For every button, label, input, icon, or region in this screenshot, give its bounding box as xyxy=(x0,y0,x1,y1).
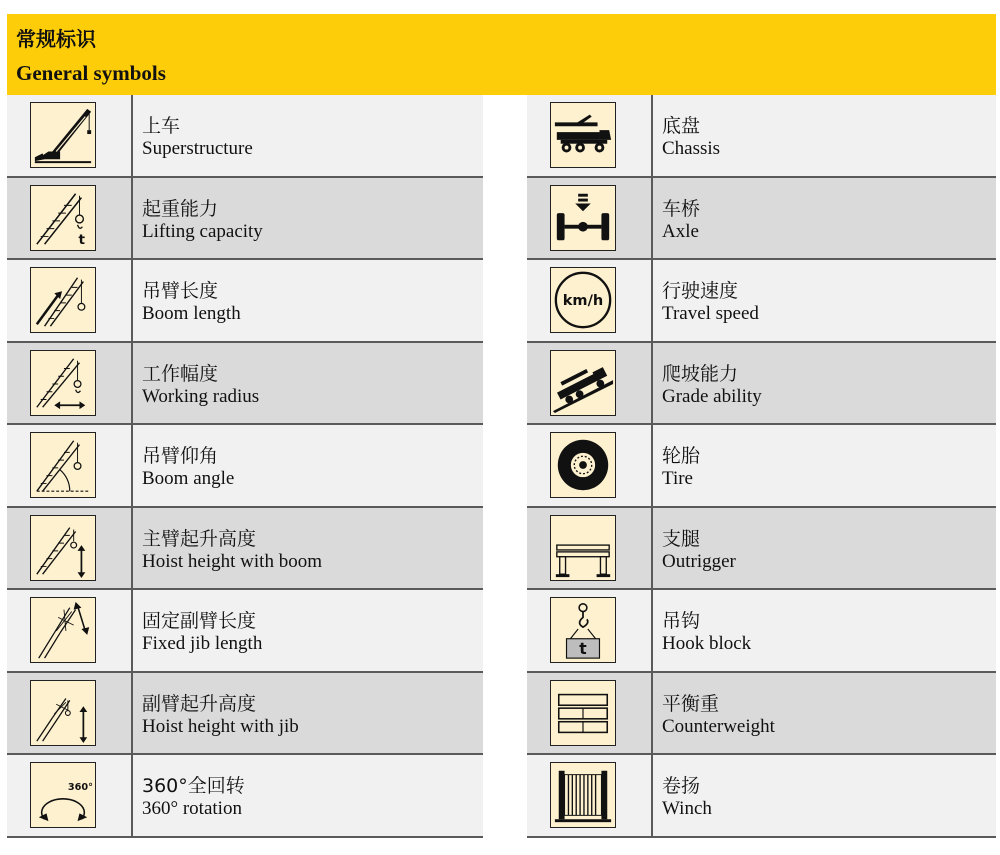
symbol-row xyxy=(527,755,996,838)
symbol-name-en: Travel speed xyxy=(662,303,759,324)
symbol-row xyxy=(7,590,483,673)
symbols-table-right xyxy=(527,95,996,838)
capacity-unit-label: t xyxy=(78,231,85,248)
symbol-name-zh: 底盘 xyxy=(662,115,701,137)
section-header xyxy=(7,14,996,95)
symbol-name-zh: 平衡重 xyxy=(662,692,720,715)
symbol-row xyxy=(7,95,483,178)
symbol-name-en: Fixed jib length xyxy=(142,633,263,654)
boom-angle-icon xyxy=(30,432,96,498)
symbol-name-zh: 副臂起升高度 xyxy=(142,692,257,715)
symbol-name-zh: 行驶速度 xyxy=(662,280,739,302)
rotation-360-icon xyxy=(30,762,96,828)
symbol-row xyxy=(7,260,483,343)
counterweight-icon xyxy=(550,680,616,746)
symbol-name-zh: 吊臂长度 xyxy=(142,280,219,302)
symbol-name-zh: 固定副臂长度 xyxy=(142,610,257,632)
symbol-name-en: 360° rotation xyxy=(142,798,242,819)
travel-speed-icon xyxy=(550,267,616,333)
symbols-table-left xyxy=(7,95,483,838)
symbol-row xyxy=(527,343,996,426)
superstructure-crane-icon xyxy=(30,102,96,168)
symbol-name-zh: 吊钩 xyxy=(662,610,701,632)
axle-icon xyxy=(550,185,616,251)
symbol-row xyxy=(527,673,996,756)
symbol-name-en: Hoist height with jib xyxy=(142,715,299,737)
symbol-name-zh: 吊臂仰角 xyxy=(142,445,219,467)
speed-unit-label: km/h xyxy=(562,292,604,309)
symbol-row xyxy=(7,425,483,508)
boom-length-icon xyxy=(30,267,96,333)
symbol-row xyxy=(7,508,483,591)
hook-weight-label: t xyxy=(579,640,587,659)
symbol-name-zh: 爬坡能力 xyxy=(662,362,739,385)
outrigger-icon xyxy=(550,515,616,581)
symbol-name-zh: 上车 xyxy=(142,115,181,137)
symbol-row xyxy=(527,178,996,261)
symbol-name-zh: 主臂起升高度 xyxy=(142,527,257,550)
hook-block-icon xyxy=(550,597,616,663)
hoist-height-boom-icon xyxy=(30,515,96,581)
symbol-name-zh: 轮胎 xyxy=(662,445,701,467)
rotation-label: 360° xyxy=(67,782,93,794)
symbol-name-en: Winch xyxy=(662,798,712,819)
symbol-name-en: Boom length xyxy=(142,303,241,324)
symbol-row xyxy=(527,425,996,508)
chassis-truck-icon xyxy=(550,102,616,168)
symbol-name-en: Hoist height with boom xyxy=(142,550,322,572)
symbol-name-en: Grade ability xyxy=(662,385,762,407)
symbol-row xyxy=(527,590,996,673)
symbol-name-en: Hook block xyxy=(662,633,752,654)
symbol-name-zh: 起重能力 xyxy=(142,197,219,220)
symbol-name-en: Axle xyxy=(662,220,699,242)
symbol-name-zh: 360°全回转 xyxy=(142,775,245,797)
fixed-jib-length-icon xyxy=(30,597,96,663)
symbol-name-en: Tire xyxy=(662,468,693,489)
symbol-row xyxy=(7,178,483,261)
grade-ability-icon xyxy=(550,350,616,416)
working-radius-icon xyxy=(30,350,96,416)
hoist-height-jib-icon xyxy=(30,680,96,746)
symbol-name-en: Superstructure xyxy=(142,138,253,159)
symbol-name-en: Working radius xyxy=(142,385,260,407)
symbol-row xyxy=(527,508,996,591)
tire-icon xyxy=(550,432,616,498)
symbol-name-zh: 支腿 xyxy=(662,527,701,550)
section-title-en: General symbols xyxy=(16,61,166,85)
symbol-name-en: Outrigger xyxy=(662,550,736,572)
symbol-name-en: Counterweight xyxy=(662,715,775,737)
symbol-row xyxy=(527,95,996,178)
symbol-name-zh: 车桥 xyxy=(662,197,701,220)
symbol-row xyxy=(7,343,483,426)
symbol-name-zh: 工作幅度 xyxy=(142,362,219,385)
symbol-row xyxy=(527,260,996,343)
symbol-name-en: Chassis xyxy=(662,138,721,159)
symbol-name-en: Boom angle xyxy=(142,468,235,489)
lifting-capacity-icon xyxy=(30,185,96,251)
winch-icon xyxy=(550,762,616,828)
section-title-zh: 常规标识 xyxy=(16,27,96,51)
symbol-row xyxy=(7,673,483,756)
symbol-name-zh: 卷扬 xyxy=(662,775,701,797)
symbol-row xyxy=(7,755,483,838)
symbol-name-en: Lifting capacity xyxy=(142,220,263,242)
